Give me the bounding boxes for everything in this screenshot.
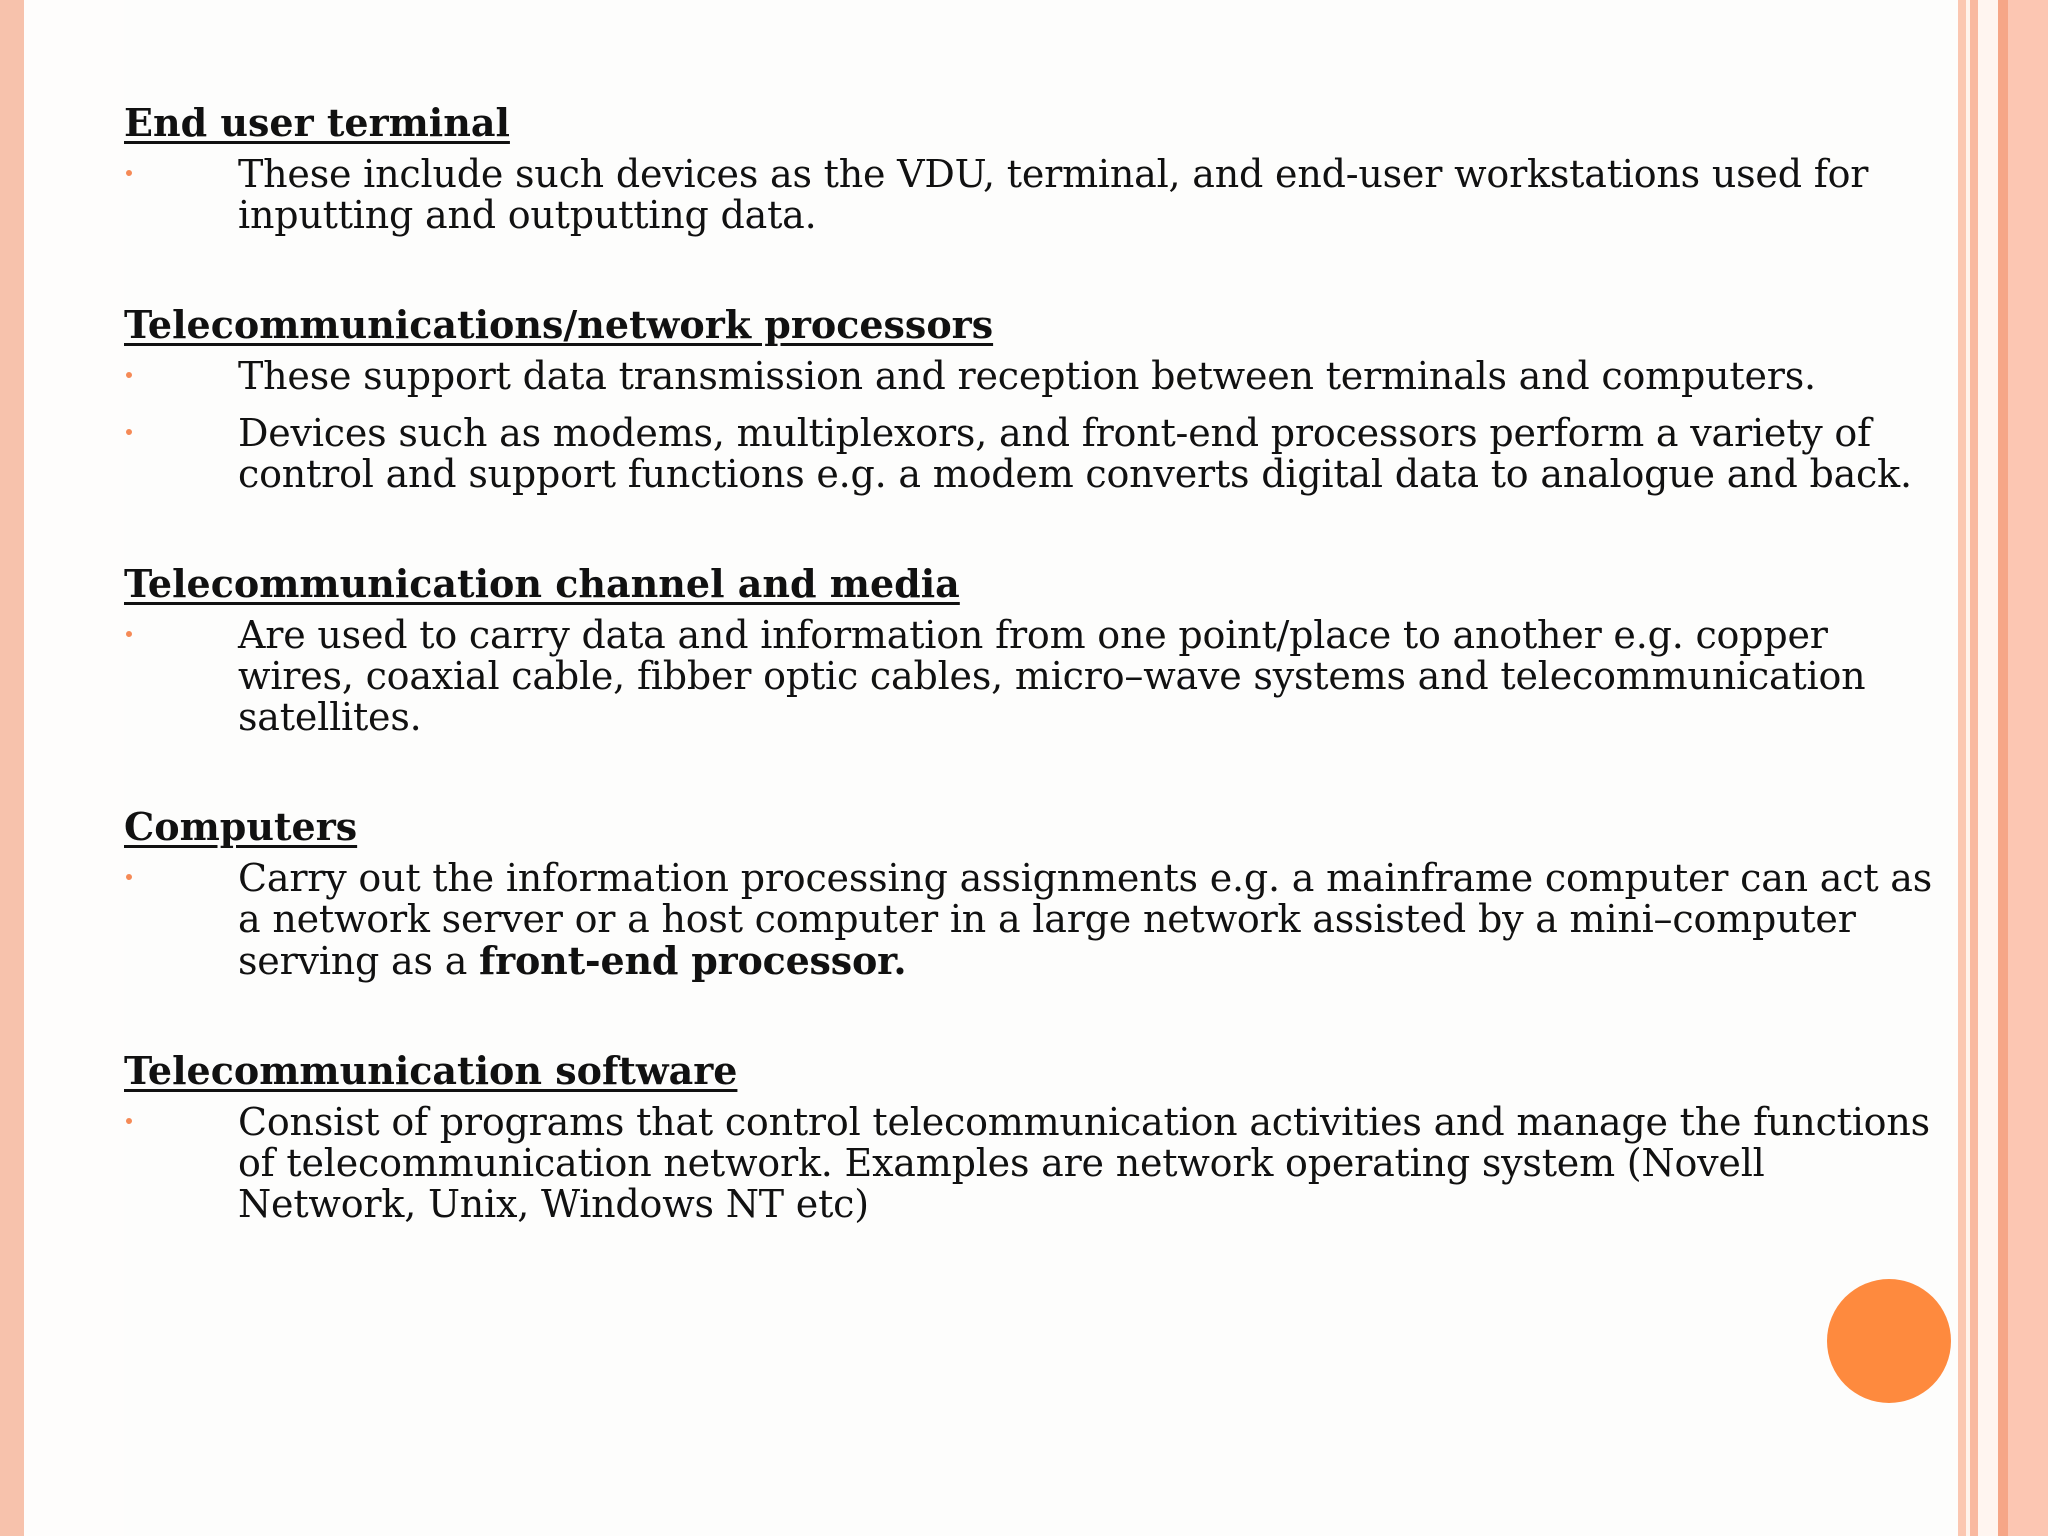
- left-margin-panel: [24, 0, 124, 1536]
- slide-content: [124, 96, 1944, 1287]
- section-heading: End user terminal: [124, 100, 510, 145]
- right-stripe: [1978, 0, 1998, 1536]
- right-stripe: [1998, 0, 2008, 1536]
- bullet-item: [124, 858, 1944, 982]
- decorative-orange-circle: [1827, 1279, 1951, 1403]
- bullet-item: [124, 1102, 1944, 1225]
- right-stripe: [2008, 0, 2048, 1536]
- bullet-text: Consist of programs that control telecommunication activities and manage the functions of telecommunication network. Examples are network operating system (Novell Network, Unix, Windows NT etc): [238, 1100, 1930, 1226]
- bullet-icon: [126, 372, 132, 378]
- section-heading: Telecommunications/network processors: [124, 302, 994, 347]
- right-stripe: [1970, 0, 1978, 1536]
- left-accent-bar: [0, 0, 24, 1536]
- bullet-text: Carry out the information processing assignments e.g. a mainframe computer can act as a network server or a host computer in a large network assisted by a mini–computer serving as a: [238, 856, 1933, 983]
- section-computers: [124, 800, 1944, 982]
- bullet-icon: [126, 631, 132, 637]
- bullet-item: [124, 615, 1944, 738]
- section-channel-and-media: [124, 557, 1944, 738]
- bullet-icon: [126, 429, 132, 435]
- section-heading: Telecommunication channel and media: [124, 561, 960, 606]
- bullet-icon: [126, 1118, 132, 1124]
- bullet-icon: [126, 170, 132, 176]
- section-telecommunication-software: [124, 1044, 1944, 1225]
- bullet-text: Are used to carry data and information from one point/place to another e.g. copper wires, coaxial cable, fibber optic cables, micro–wave systems and telecommunication satellites.: [238, 613, 1866, 739]
- bullet-text: These support data transmission and reception between terminals and computers.: [238, 354, 1816, 398]
- bullet-item: [124, 154, 1944, 236]
- section-end-user-terminal: [124, 96, 1944, 236]
- bullet-icon: [126, 874, 132, 880]
- bullet-item: [124, 413, 1944, 495]
- section-heading: Computers: [124, 804, 358, 849]
- bullet-bold-text: front-end processor.: [479, 938, 907, 983]
- section-heading: Telecommunication software: [124, 1048, 738, 1093]
- bullet-item: [124, 356, 1944, 397]
- right-stripe: [1958, 0, 1966, 1536]
- section-network-processors: [124, 298, 1944, 495]
- bullet-text: These include such devices as the VDU, terminal, and end-user workstations used for inputting and outputting data.: [238, 152, 1869, 237]
- bullet-text: Devices such as modems, multiplexors, and front-end processors perform a variety of control and support functions e.g. a modem converts digital data to analogue and back.: [238, 411, 1912, 496]
